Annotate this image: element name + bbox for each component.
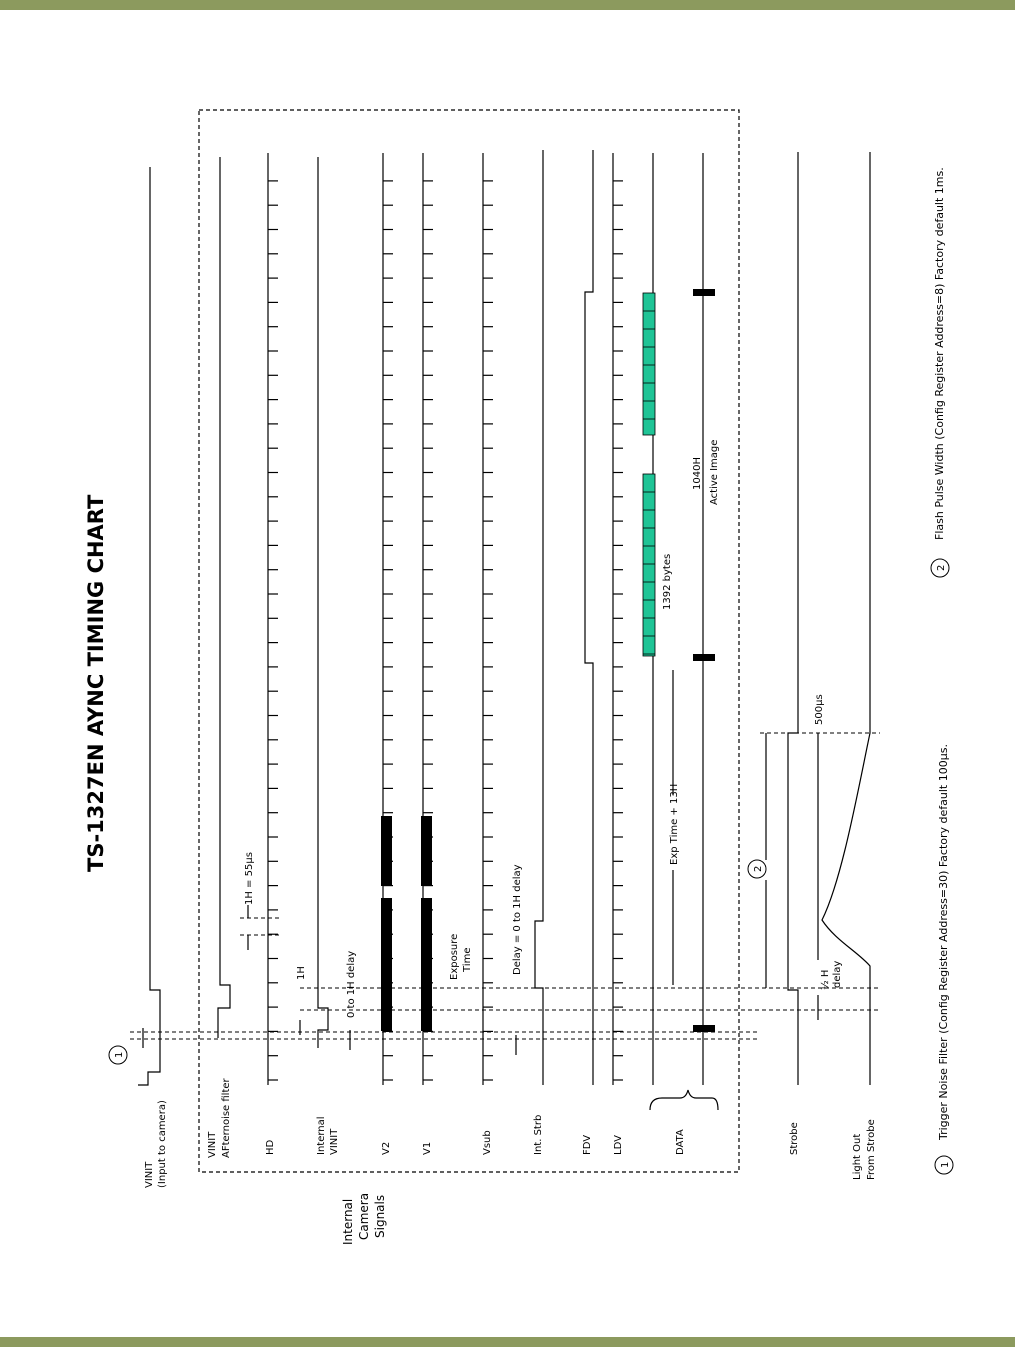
ldv-pulse-ticks <box>613 181 623 1080</box>
group-label-line-2: Camera <box>357 1192 371 1240</box>
annotation-exposure-time: Time <box>462 947 473 972</box>
group-label-line-1: Internal <box>341 1198 355 1245</box>
v1-block-1 <box>421 898 432 1031</box>
hd-pulse-ticks <box>268 181 278 1080</box>
label-light-out: Light Out <box>852 1133 863 1180</box>
waveform-internal-vinit <box>318 157 328 1048</box>
label-vsub: Vsub <box>482 1130 493 1155</box>
marker-2-text: 2 <box>753 865 764 872</box>
marker-1 <box>109 1046 127 1064</box>
label-strobe: Strobe <box>789 1122 800 1155</box>
vsub-pulse-ticks <box>483 181 493 1080</box>
marker-2 <box>748 860 766 878</box>
group-label-line-3: Signals <box>373 1194 387 1238</box>
waveform-fdv <box>585 150 593 1085</box>
annotation-half-h: ½ H <box>820 969 831 990</box>
data-mark-2 <box>693 654 715 661</box>
marker-1-text: 1 <box>114 1051 125 1058</box>
label-vinit-input-sub: (Input to camera) <box>157 1100 168 1188</box>
annotation-half-h-delay: delay <box>832 960 843 988</box>
annotation-1h: 1H <box>296 966 307 980</box>
v2-block-2 <box>381 816 392 886</box>
data-block-1 <box>643 474 655 656</box>
v2-block-1 <box>381 898 392 1031</box>
label-fdv: FDV <box>582 1134 593 1155</box>
v1-block-2 <box>421 816 432 886</box>
footnote-1-text: Trigger Noise Filter (Config Register Address=30) Factory default 100µs. <box>937 744 950 1140</box>
data-block-2 <box>643 293 655 435</box>
data-brace <box>650 1090 718 1110</box>
label-hd: HD <box>265 1139 276 1155</box>
label-internal-vinit: Internal <box>316 1116 327 1155</box>
label-vinit-input: VINIT <box>144 1161 155 1188</box>
annotation-active-image: Active Image <box>709 439 720 505</box>
footnote-1 <box>935 744 953 1174</box>
footnote-1-marker: 1 <box>940 1161 951 1168</box>
annotation-exp-time-13h: Exp Time + 13H <box>669 783 680 865</box>
data-mark-1 <box>693 1025 715 1032</box>
annotation-500us: 500µs <box>814 694 825 725</box>
footnote-2 <box>931 167 949 577</box>
footnote-2-marker: 2 <box>936 564 947 571</box>
annotation-delay-0-1h: Delay = 0 to 1H delay <box>512 864 523 975</box>
internal-signals-box <box>199 110 739 1172</box>
label-data: DATA <box>675 1129 686 1155</box>
annotation-exposure: Exposure <box>449 933 460 980</box>
data-mark-3 <box>693 289 715 296</box>
waveform-vinit-input <box>138 167 160 1085</box>
footnote-2-text: Flash Pulse Width (Config Register Address=8) Factory default 1ms. <box>933 167 946 540</box>
label-light-out-sub: From Strobe <box>866 1119 877 1180</box>
label-vinit-afternoise-sub: AFternoise filter <box>221 1078 232 1158</box>
annotation-1392-bytes: 1392 bytes <box>662 553 673 610</box>
label-int-strb: Int. Strb <box>533 1114 544 1155</box>
bottom-border-bar <box>0 1337 1015 1347</box>
label-v1: V1 <box>422 1141 433 1155</box>
label-internal-vinit-sub: VINIT <box>329 1128 340 1155</box>
annotation-0-to-1h-delay: 0 to 1H delay <box>346 950 357 1018</box>
chart-title: TS-1327EN AYNC TIMING CHART <box>84 494 108 872</box>
waveform-vinit-afternoise <box>218 157 230 1038</box>
label-ldv: LDV <box>613 1135 624 1155</box>
waveform-int-strb <box>535 150 543 1085</box>
annotation-1h-55us: 1H = 55µs <box>244 852 255 905</box>
waveform-light-out <box>822 152 870 1085</box>
reference-lines <box>130 733 880 1039</box>
group-label-internal-camera-signals <box>341 1193 387 1245</box>
waveform-strobe <box>788 152 798 1085</box>
label-vinit-afternoise: VINIT <box>207 1131 218 1158</box>
annotation-1040h: 1040H <box>692 457 703 490</box>
label-v2: V2 <box>381 1141 392 1155</box>
